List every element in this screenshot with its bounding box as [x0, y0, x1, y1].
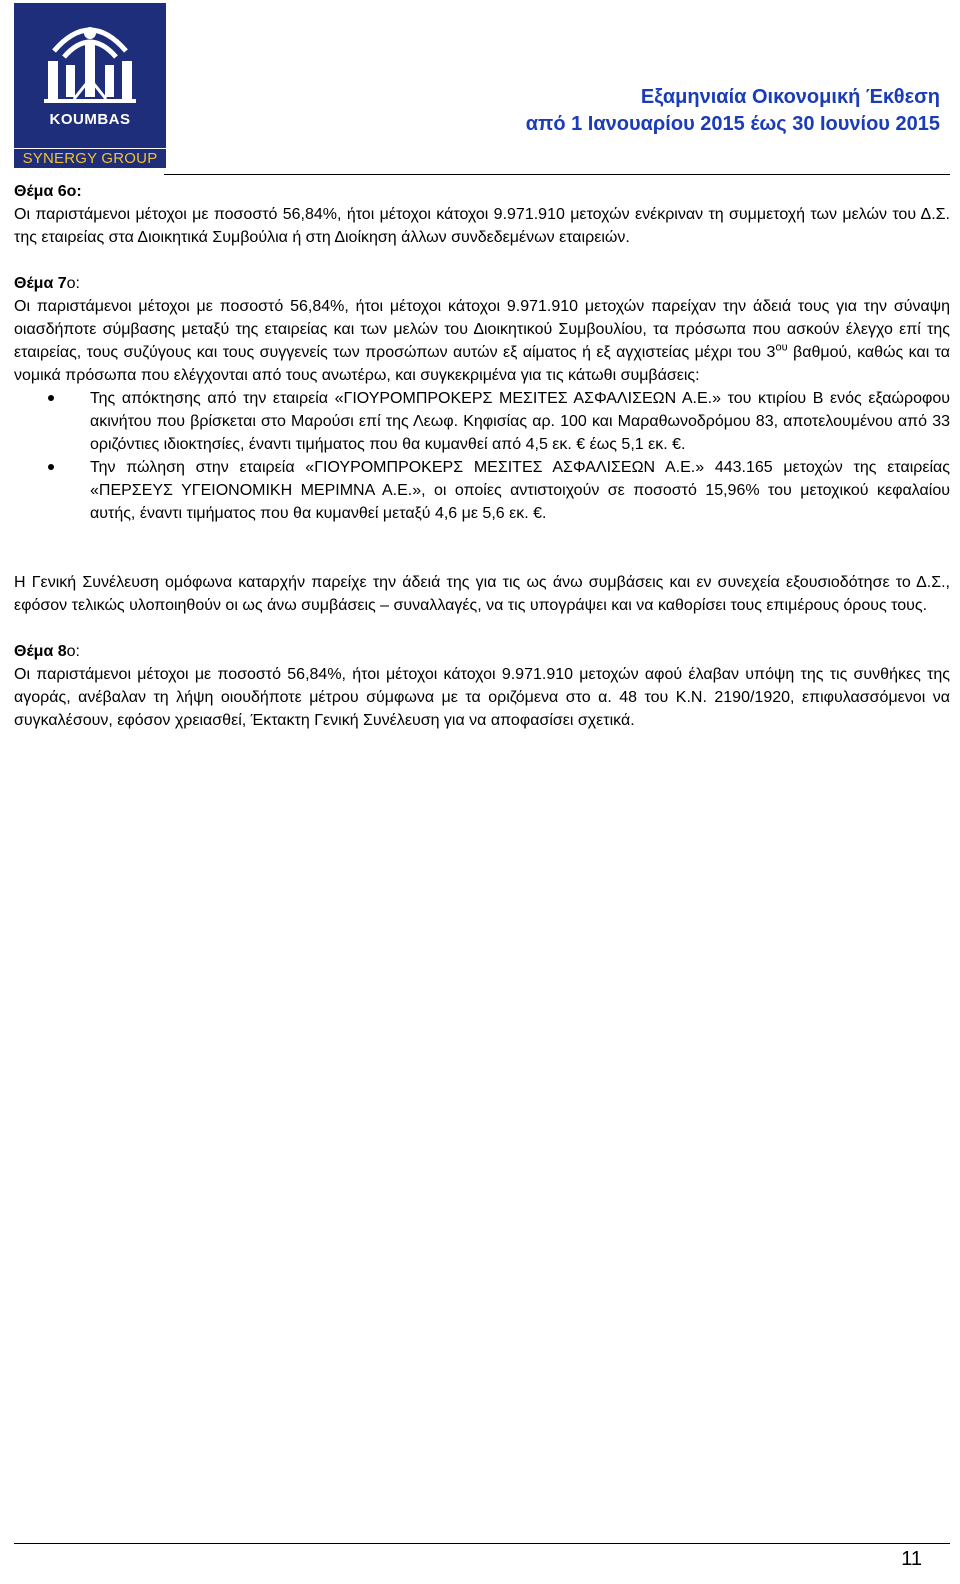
contracts-list — [14, 387, 950, 525]
topic6-heading-number: 6ο: — [57, 183, 82, 200]
topic6-heading — [14, 180, 950, 203]
topic7-section — [14, 272, 950, 617]
company-logo — [14, 3, 166, 168]
topic6-heading-label: Θέμα — [14, 183, 58, 200]
topic6-section — [14, 180, 950, 249]
bullet-icon — [48, 464, 54, 470]
topic7-heading-label: Θέμα 7 — [14, 275, 67, 292]
logo-group-text: SYNERGY GROUP — [14, 148, 166, 168]
report-period: από 1 Ιανουαρίου 2015 έως 30 Ιουνίου 2015 — [525, 113, 940, 135]
bullet-icon — [48, 395, 54, 401]
topic7-text — [14, 295, 950, 387]
topic8-heading-label: Θέμα 8 — [14, 643, 67, 660]
list-item — [14, 387, 950, 456]
topic8-heading-number: ο: — [66, 643, 80, 660]
topic6-text: Οι παριστάμενοι μέτοχοι με ποσοστό 56,84%, ήτοι μέτοχοι κάτοχοι 9.971.910 μετοχών ενέκριναν τη συμμετοχή των μελών του Δ.Σ. της εταιρείας στα Διοικητικά Συμβούλια ή στη Διοίκηση άλλων συνδεδεμένων εταιρειών. — [14, 206, 950, 246]
report-title: Εξαμηνιαία Οικονομική Έκθεση — [640, 86, 940, 108]
topic8-text: Οι παριστάμενοι μέτοχοι με ποσοστό 56,84%, ήτοι μέτοχοι κάτοχοι 9.971.910 μετοχών αφού έλαβαν υπόψη της τις συνθήκες της αγοράς, ανέβαλαν τη λήψη οιουδήποτε μέτρου σύμφωνα με τα οριζόμενα στο α. 48 του Κ.Ν. 2190/1920, επιφυλασσόμενοι να συγκαλέσουν, εφόσον χρειασθεί, Έκτακτη Γενική Συνέλευση για να αποφασίσει σχετικά. — [14, 666, 950, 729]
document-body — [14, 180, 950, 732]
page-number: 11 — [901, 1548, 922, 1570]
list-item-text: Την πώληση στην εταιρεία «ΓΙΟΥΡΟΜΠΡΟΚΕΡΣ ΜΕΣΙΤΕΣ ΑΣΦΑΛΙΣΕΩΝ Α.Ε.» 443.165 μετοχών της εταιρείας «ΠΕΡΣΕΥΣ ΥΓΕΙΟΝΟΜΙΚΗ ΜΕΡΙΜΝΑ Α.Ε.», οι οποίες αντιστοιχούν σε ποσοστό 15,96% του μετοχικού κεφαλαίου αυτής, έναντι τιμήματος που θα κυμανθεί μεταξύ 4,6 με 5,6 εκ. €. — [90, 459, 950, 522]
list-item — [14, 456, 950, 525]
footer-divider — [14, 1543, 950, 1544]
topic7-heading-number: ο: — [66, 275, 80, 292]
assembly-text: Η Γενική Συνέλευση ομόφωνα καταρχήν παρείχε την άδειά της για τις ως άνω συμβάσεις και εν συνεχεία εξουσιοδότησε το Δ.Σ., εφόσον τελικώς υλοποιηθούν οι ως άνω συμβάσεις – συναλλαγές, να τις υπογράψει και να καθορίσει τους επιμέρους όρους τους. — [14, 574, 950, 614]
logo-emblem-icon — [14, 3, 166, 113]
topic7-heading — [14, 272, 950, 295]
header-divider — [164, 174, 950, 175]
topic7-text-superscript: ου — [775, 341, 788, 354]
report-header — [526, 84, 940, 138]
topic7-text-rest: βαθμού, καθώς και τα νομικά πρόσωπα που ελέγχονται από τους ανωτέρω, και συγκεκριμένα για τις κάτωθι συμβάσεις: — [14, 344, 951, 384]
topic7-text-main: Οι παριστάμενοι μέτοχοι με ποσοστό 56,84%, ήτοι μέτοχοι κάτοχοι 9.971.910 μετοχών παρείχαν την άδειά τους για την σύναψη οιασδήποτε σύμβασης μεταξύ της εταιρείας και των μελών του Διοικητικού Συμβουλίου, τα πρόσωπα που ασκούν έλεγχο επί της εταιρείας, τους συζύγους και τους συγγενείς των προσώπων αυτών εξ αίματος ή εξ αγχιστείας μέχρι του 3 — [14, 298, 950, 361]
list-item-text: Της απόκτησης από την εταιρεία «ΓΙΟΥΡΟΜΠΡΟΚΕΡΣ ΜΕΣΙΤΕΣ ΑΣΦΑΛΙΣΕΩΝ Α.Ε.» του κτιρίου Β ενός εξαώροφου ακινήτου που βρίσκεται στο Μαρούσι επί της Λεωφ. Κηφισίας αρ. 100 και Μαραθωνοδρόμου 83, αποτελουμένου από 33 οριζόντιες ιδιοκτησίες, έναντι τιμήματος που θα κυμανθεί από 4,5 εκ. € έως 5,1 εκ. €. — [90, 390, 950, 453]
logo-brand-text: KOUMBAS — [49, 111, 131, 128]
topic8-heading — [14, 640, 950, 663]
topic8-section — [14, 640, 950, 732]
